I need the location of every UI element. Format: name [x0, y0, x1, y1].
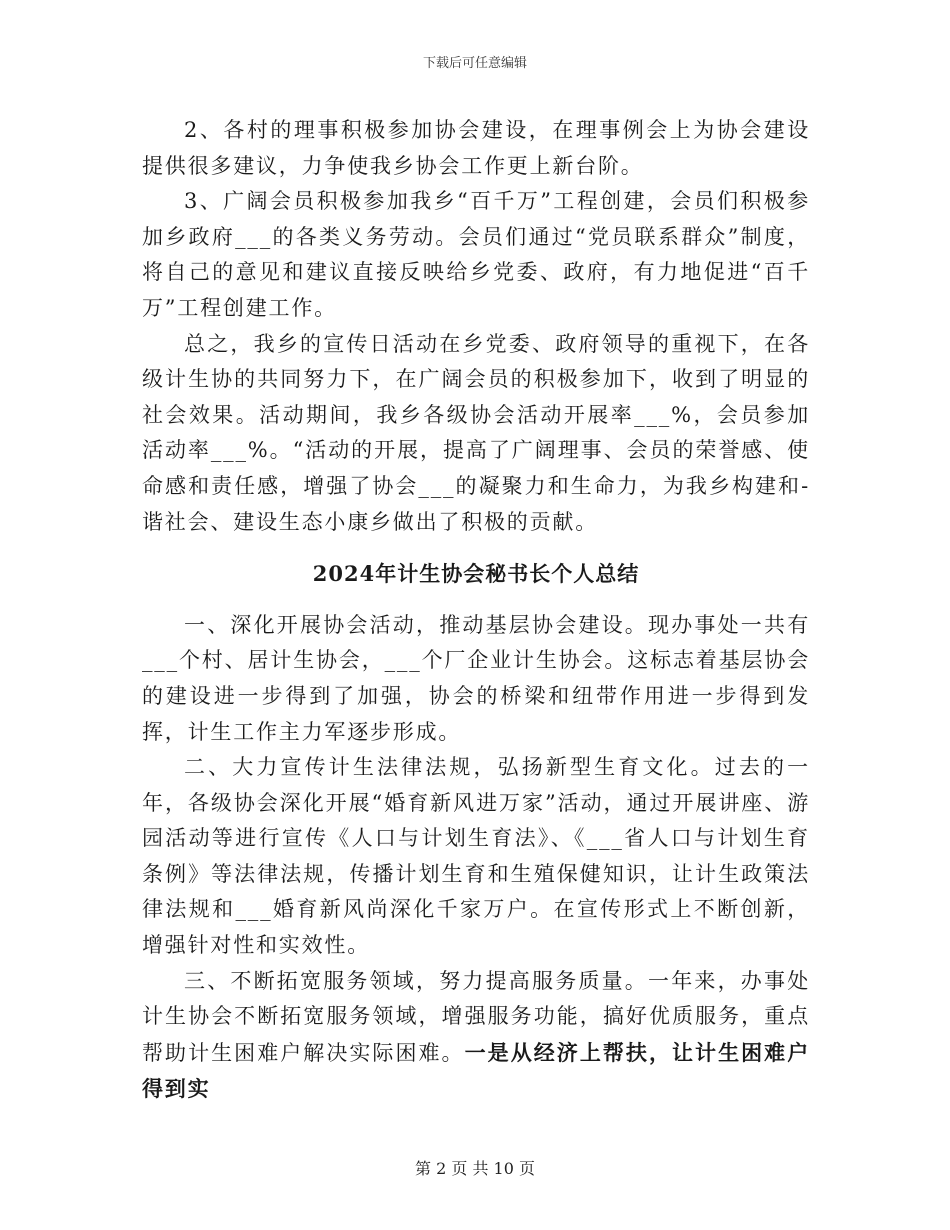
paragraph-text: 三、不断拓宽服务领域，努力提高服务质量。一年来，办事处计生协会不断拓宽服务领域，增强服务功能，搞好优质服务，重点帮助计生困难户解决实际困难。 [142, 968, 810, 1065]
bold-text: 一是从经济上帮扶，让计生困难户得到实 [142, 1039, 811, 1102]
page-header: 下载后可任意编辑 [422, 56, 527, 71]
paragraph: 一、深化开展协会活动，推动基层协会建设。现办事处一共有___个村、居计生协会，___个厂企业计生协会。这标志着基层协会的建设进一步得到了加强，协会的桥梁和纽带作用进一步得到发挥，计生工作主力军逐步形成。 [142, 612, 810, 744]
section-title: 2024年计生协会秘书长个人总结 [312, 561, 640, 587]
paragraph: 总之，我乡的宣传日活动在乡党委、政府领导的重视下，在各级计生协的共同努力下，在广阔会员的积极参加下，收到了明显的社会效果。活动期间，我乡各级协会活动开展率___%，会员参加活动率___%。“活动的开展，提高了广阔理事、会员的荣誉感、使命感和责任感，增强了协会___的凝聚力和生命力，为我乡构建和-谐社会、建设生态小康乡做出了积极的贡献。 [142, 331, 810, 534]
paragraph: 2、各村的理事积极参加协会建设，在理事例会上为协会建设提供很多建议，力争使我乡协会工作更上新台阶。 [142, 118, 810, 178]
document-body [142, 113, 810, 1108]
page-footer: 第 2 页 共 10 页 [415, 1159, 535, 1178]
paragraph [142, 964, 810, 1108]
paragraph: 二、大力宣传计生法律法规，弘扬新型生育文化。过去的一年，各级协会深化开展“婚育新风进万家”活动，通过开展讲座、游园活动等进行宣传《人口与计划生育法》、《___省人口与计划生育条例》等法律法规，传播计划生育和生殖保健知识，让计生政策法律法规和___婚育新风尚深化千家万户。在宣传形式上不断创新，增强针对性和实效性。 [142, 755, 810, 958]
paragraph: 3、广阔会员积极参加我乡“百千万”工程创建，会员们积极参加乡政府___的各类义务劳动。会员们通过“党员联系群众”制度，将自己的意见和建议直接反映给乡党委、政府，有力地促进“百千万”工程创建工作。 [142, 189, 810, 320]
